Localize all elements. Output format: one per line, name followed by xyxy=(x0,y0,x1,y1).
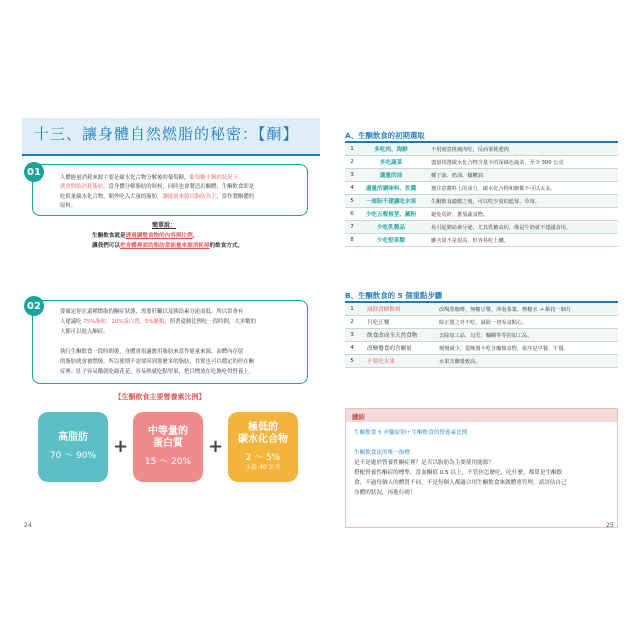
text-run: 症裡；肚子容易餓就吃綠花花，容易熱就吃點堅果，把目標放在吃飽吃得營養上。 xyxy=(60,369,255,375)
highlight-run: 75%脂肪、20%蛋白質、5%醣類 xyxy=(83,319,165,325)
row-number: 8 xyxy=(350,237,354,243)
text-line xyxy=(92,232,198,241)
summary-box xyxy=(345,408,618,528)
nutrient-range: 2 ～ 5% xyxy=(245,453,281,463)
section-b-heading: B、生酮飲食的 5 個重點步驟 xyxy=(345,291,443,300)
highlight-run: 把身體裡面的脂肪當能量來源消耗掉 xyxy=(119,243,210,249)
row-description: 慢慢減少，從晚餐不吃含醣類食物，依序是早餐、午餐。 xyxy=(439,345,569,352)
text-run: ， xyxy=(192,233,199,239)
text-line xyxy=(60,348,243,357)
text-run: 要確定你在還種燃脂的酮症狀態，需要肝臟以及胰島素分泌而低，所以常會有 xyxy=(60,309,244,315)
summary-title-bar xyxy=(346,409,617,422)
table-row xyxy=(345,208,618,221)
row-description: 椰子油、奶油、橄欖油 xyxy=(431,172,483,179)
row-item: 飲食改成全天然食物 xyxy=(367,333,418,339)
text-run: ，當身體分解脂肪的時候，同時也會製造出酮體；生酮飲食即是 xyxy=(103,184,255,191)
text-line xyxy=(60,174,243,183)
row-description: 生酮飲食適應之後，可以吃少量的藍莓、草莓。 xyxy=(431,198,540,205)
table-row xyxy=(345,169,618,182)
chapter-rule xyxy=(22,154,332,156)
row-item: 多吃肉、海鮮 xyxy=(374,147,408,153)
text-run: 原料。 xyxy=(60,203,77,210)
table-row xyxy=(345,303,618,316)
text-run: 的飲食方式。 xyxy=(209,243,244,249)
row-description: 不用刻意挑瘦肉吃，反而要挑肥肉 xyxy=(431,146,509,153)
nutrient-range: 70 ～ 90% xyxy=(49,451,97,461)
row-number: 7 xyxy=(350,224,354,230)
text-run: 人體能量消耗來源主要是碳水化合物分解後的葡萄糖， xyxy=(60,175,190,181)
row-number: 1 xyxy=(350,146,354,152)
text-line xyxy=(60,368,254,377)
table-row xyxy=(345,234,618,247)
nutrient-fat xyxy=(38,412,108,482)
summary-title: 總結 xyxy=(352,413,365,421)
row-description: 選注意醬料上的成分，碳水化合物和糖都不可以太多。 xyxy=(431,185,556,192)
plus-sign-1: + xyxy=(113,436,129,457)
nutrient-name: 高脂肪 xyxy=(58,432,88,443)
row-item: 適量的調味料、佐醬 xyxy=(365,186,417,192)
row-number: 4 xyxy=(350,185,354,191)
text-run: 生酮飲食就是 xyxy=(92,233,126,239)
row-number: 2 xyxy=(350,319,354,325)
section-2-number: 02 xyxy=(24,296,44,316)
row-description: 去除加工品、勾芡、麵糊等等的加工品。 xyxy=(439,332,533,339)
chapter-title: 十三、讓身體自然燃脂的秘密：【酮】 xyxy=(34,125,299,143)
row-item: 只吃正餐 xyxy=(367,320,390,326)
table-row xyxy=(345,342,618,355)
highlight-run: 讓能量來源以脂肪為主 xyxy=(162,193,217,200)
summary-line: 生酮飲食法的唯一指標 xyxy=(354,450,410,456)
text-line xyxy=(60,202,76,211)
table-row xyxy=(345,156,618,169)
ratio-heading: 【生酮飲食主要營養素比例】 xyxy=(114,393,206,401)
nutrient-carbs xyxy=(228,412,298,482)
table-row xyxy=(345,143,618,156)
row-description: 易引起胰島素分泌，尤其乳糖高的，像是牛奶就不建議食用。 xyxy=(431,224,572,231)
row-description: 避免馬鈴、蕃茄蔬食物。 xyxy=(431,211,489,218)
text-run: 吃很量碳水化合物、額外吃入大量的脂肪， xyxy=(60,193,163,200)
nutrient-protein xyxy=(133,412,203,482)
nutrient-note: 小於 40 公克 xyxy=(245,464,281,471)
row-item: 減除食糖飲料 xyxy=(367,307,401,313)
table-row xyxy=(345,355,618,368)
text-line xyxy=(60,358,254,367)
text-run: ，照著還個比例吃一段時間，大多數的 xyxy=(164,319,256,325)
table-row xyxy=(345,195,618,208)
row-number: 5 xyxy=(350,198,354,204)
text-run: 讓我們可以 xyxy=(92,243,120,249)
nutrient-range: 15 ～ 20% xyxy=(144,457,192,467)
row-item: 適量的油 xyxy=(379,173,403,179)
row-number: 1 xyxy=(350,306,354,312)
row-description: 水果含醣量較高。 xyxy=(439,358,481,365)
summary-line: 搭配營養性酮症的標準，當血酮值 0.5 以上，不管你怎麼吃，吃什麼，都算是生酮飲 xyxy=(354,470,563,476)
text-line xyxy=(60,183,254,192)
text-line xyxy=(60,193,254,202)
row-item: 少吃乳製品 xyxy=(377,225,405,231)
section-1-number: 01 xyxy=(24,162,44,182)
page-number-right: 25 xyxy=(606,522,614,529)
row-number: 3 xyxy=(350,332,354,338)
text-line xyxy=(60,308,243,317)
table-row xyxy=(345,221,618,234)
section-b-table xyxy=(345,303,618,368)
row-description: 除正餐之外不吃，減除一切零食點心。 xyxy=(439,319,528,326)
book-spread xyxy=(0,90,640,545)
row-item: 多吃蔬菜 xyxy=(379,160,403,166)
nutrient-name: 中等量的 蛋白質 xyxy=(148,426,188,449)
text-line xyxy=(60,318,256,327)
row-item: 一周盼不建議吃水果 xyxy=(365,199,417,205)
table-row xyxy=(345,316,618,329)
table-row xyxy=(345,182,618,195)
row-number: 2 xyxy=(350,159,354,165)
section-a-table xyxy=(345,143,618,247)
highlight-run: 透過調整食物的內容與比例 xyxy=(125,233,193,239)
row-number: 5 xyxy=(350,358,354,364)
row-description: 盡量找選碳水化合物含量少的深綠色蔬菜，至少 300 公克 xyxy=(431,159,564,166)
text-line xyxy=(60,328,109,337)
plus-sign-2: + xyxy=(208,436,224,457)
page-number-left: 24 xyxy=(24,522,32,529)
summary-line: 生酮飲食 5 步驟原則＋生酮飲食的營養素比例 xyxy=(354,430,468,436)
text-run: ，當作製酮體的 xyxy=(216,193,255,200)
text-run: 的脂肪就會被燃燒，所以後期不需要因到那麼多的脂肪，其實也可以穩定的停在酮 xyxy=(60,359,255,365)
text-run: 執行生酮飲食一段時間後，身體會很適應用脂肪來當作能量來源，而體內存留 xyxy=(60,349,244,355)
row-number: 3 xyxy=(350,172,354,178)
row-number: 6 xyxy=(350,211,354,217)
row-item: 改變餐食的含醣量 xyxy=(367,346,412,352)
row-item: 少吃堅果類 xyxy=(377,238,405,244)
summary-line: 是不是處於營養性酮症裡？是否以脂肪為主要使用能源？ xyxy=(354,460,494,466)
highlight-run: 葡萄糖不夠的狀況下， xyxy=(189,175,244,181)
section-a-heading: A、生酮飲食的初期選取 xyxy=(345,131,425,140)
row-description: 雖含量不是很高，但容易吃上癮。 xyxy=(431,237,509,244)
left-page xyxy=(0,90,320,545)
table-row xyxy=(345,329,618,342)
text-run: 人建議吃 xyxy=(60,319,84,325)
summary-line: 食，不過每個人的體質不同，不是每個人都適合用生酮飲食來做體重管理，請評估自己 xyxy=(354,480,567,486)
highlight-run: 就會開始消耗脂肪 xyxy=(60,184,104,191)
focus-label: 簡單說： xyxy=(152,222,177,229)
row-item: 少吃五穀根莖、澱粉 xyxy=(365,212,417,218)
summary-line: 身體的狀況，再進行唷！ xyxy=(354,490,416,496)
row-number: 4 xyxy=(350,345,354,351)
text-run: 人都可以進入酮症。 xyxy=(60,329,109,335)
row-item: 不要吃水果 xyxy=(367,359,395,365)
text-line xyxy=(92,242,243,251)
nutrient-name: 極低的 碳水化合物 xyxy=(238,422,288,445)
row-description: 改喝黑咖啡、無糖豆漿、沖泡茶葉、檸檬水 → 維持一個月 xyxy=(439,306,572,313)
